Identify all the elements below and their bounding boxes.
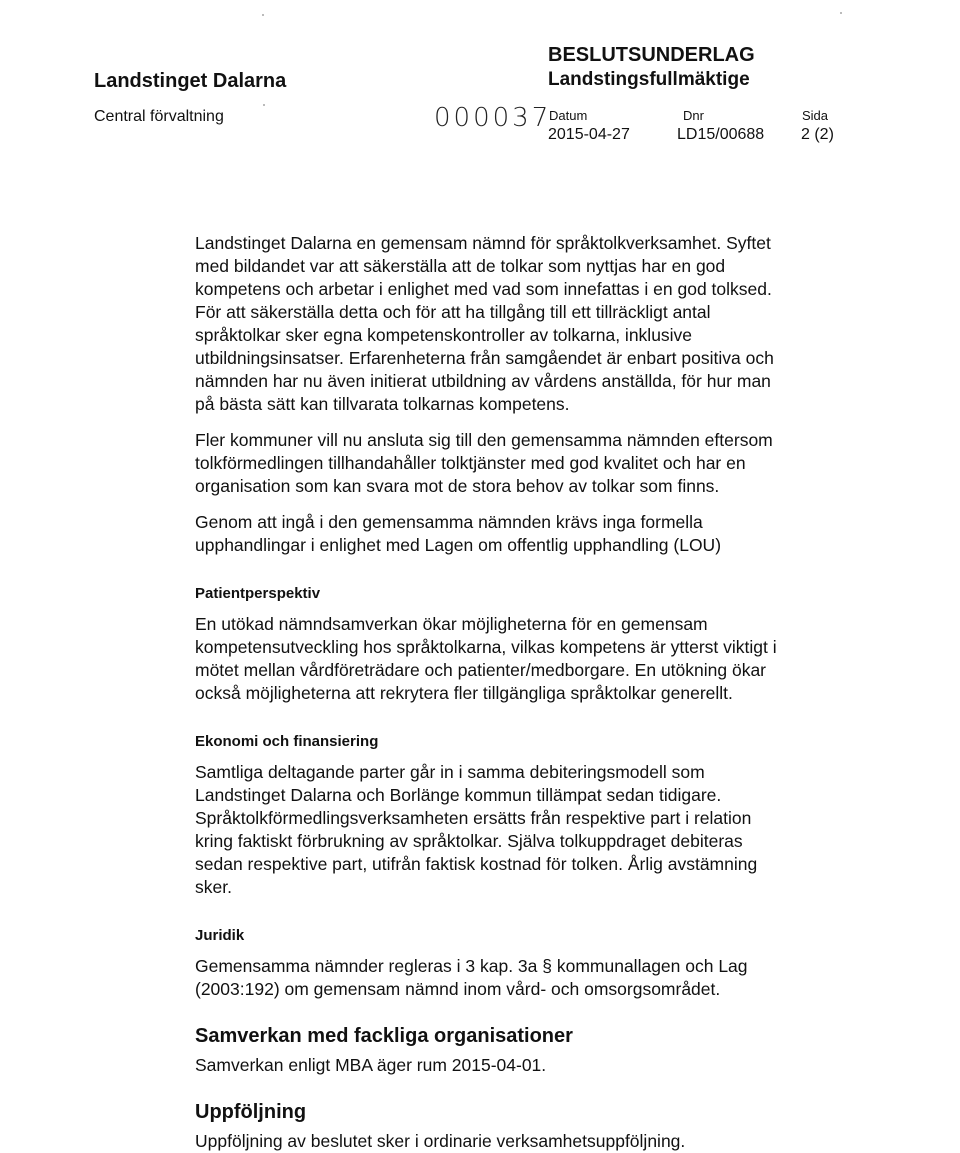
text-line: utbildningsinsatser. Erfarenheterna från samgåendet är enbart positiva och xyxy=(195,348,774,368)
intro-paragraph xyxy=(195,232,855,416)
municipalities-paragraph xyxy=(195,429,855,498)
text-line: med bildandet var att säkerställa att de tolkar som nyttjas har en god xyxy=(195,256,726,276)
document-type: BESLUTSUNDERLAG xyxy=(548,44,755,66)
text-line: Samverkan enligt MBA äger rum 2015-04-01. xyxy=(195,1055,547,1075)
text-line: Gemensamma nämnder regleras i 3 kap. 3a § kommunallagen och Lag xyxy=(195,956,748,976)
procurement-paragraph xyxy=(195,511,855,557)
text-line: på bästa sätt kan tillvarata tolkarnas kompetens. xyxy=(195,394,570,414)
scan-speck xyxy=(262,14,264,16)
text-line: organisation som kan svara mot de stora behov av tolkar som finns. xyxy=(195,476,720,496)
text-line: Språktolkförmedlingsverksamheten ersätts från respektive part i relation xyxy=(195,808,752,828)
text-line: kompetensutveckling hos språktolkarna, vilkas kompetens är ytterst viktigt i xyxy=(195,637,777,657)
patient-paragraph xyxy=(195,613,855,705)
text-line: Samtliga deltagande parter går in i samma debiteringsmodell som xyxy=(195,762,705,782)
document-body xyxy=(195,232,855,1153)
text-line: mötet mellan vårdföreträdare och patienter/medborgare. En utökning ökar xyxy=(195,660,767,680)
text-line: (2003:192) om gemensam nämnd inom vård- och omsorgsområdet. xyxy=(195,979,721,999)
section-heading-economy: Ekonomi och finansiering xyxy=(195,733,379,750)
text-line: En utökad nämndsamverkan ökar möjligheterna för en gemensam xyxy=(195,614,708,634)
text-line: kring faktiskt förbrukning av språktolkar. Själva tolkuppdraget debiteras xyxy=(195,831,743,851)
text-line: upphandlingar i enlighet med Lagen om offentlig upphandling (LOU) xyxy=(195,535,722,555)
text-line: Fler kommuner vill nu ansluta sig till den gemensamma nämnden eftersom xyxy=(195,430,773,450)
text-line: tolkförmedlingen tillhandahåller tolktjänster med god kvalitet och har en xyxy=(195,453,746,473)
text-line: För att säkerställa detta och för att ha tillgång till ett tillräckligt antal xyxy=(195,302,711,322)
reference-number-value: LD15/00688 xyxy=(677,126,765,143)
organization-name: Landstinget Dalarna xyxy=(94,70,287,92)
reference-number-label: Dnr xyxy=(683,108,704,123)
text-line: Landstinget Dalarna en gemensam nämnd för språktolkverksamhet. Syftet xyxy=(195,233,771,253)
page-label: Sida xyxy=(802,108,829,123)
date-label: Datum xyxy=(549,108,588,123)
text-line: Genom att ingå i den gemensamma nämnden krävs inga formella xyxy=(195,512,703,532)
section-heading-union-cooperation: Samverkan med fackliga organisationer xyxy=(195,1025,573,1047)
scan-speck xyxy=(263,104,265,106)
text-line: Landstinget Dalarna och Borlänge kommun tillämpat sedan tidigare. xyxy=(195,785,722,805)
date-value: 2015-04-27 xyxy=(548,126,630,143)
union-cooperation-paragraph xyxy=(195,1054,855,1077)
text-line: sedan respektive part, utifrån faktisk kostnad för tolken. Årlig avstämning xyxy=(195,854,758,874)
text-line: nämnden har nu även initierat utbildning av vårdens anställda, för hur man xyxy=(195,371,771,391)
stamped-page-number: 000037 xyxy=(434,103,552,133)
organization-unit: Central förvaltning xyxy=(94,108,224,125)
text-line: kompetens och arbetar i enlighet med vad som innefattas i en god tolksed. xyxy=(195,279,772,299)
legal-paragraph xyxy=(195,955,855,1001)
page-number-value: 2 (2) xyxy=(801,126,834,143)
section-heading-legal: Juridik xyxy=(195,927,245,944)
text-line: också möjligheterna att rekrytera fler tillgängliga språktolkar generellt. xyxy=(195,683,733,703)
section-heading-patient: Patientperspektiv xyxy=(195,585,321,602)
economy-paragraph xyxy=(195,761,855,899)
text-line: språktolkar sker egna kompetenskontroller av tolkarna, inklusive xyxy=(195,325,693,345)
section-heading-follow-up: Uppföljning xyxy=(195,1101,307,1123)
text-line: sker. xyxy=(195,877,232,897)
scan-speck xyxy=(840,12,842,14)
follow-up-paragraph xyxy=(195,1130,855,1153)
decision-body: Landstingsfullmäktige xyxy=(548,69,750,90)
text-line: Uppföljning av beslutet sker i ordinarie verksamhetsuppföljning. xyxy=(195,1131,686,1151)
